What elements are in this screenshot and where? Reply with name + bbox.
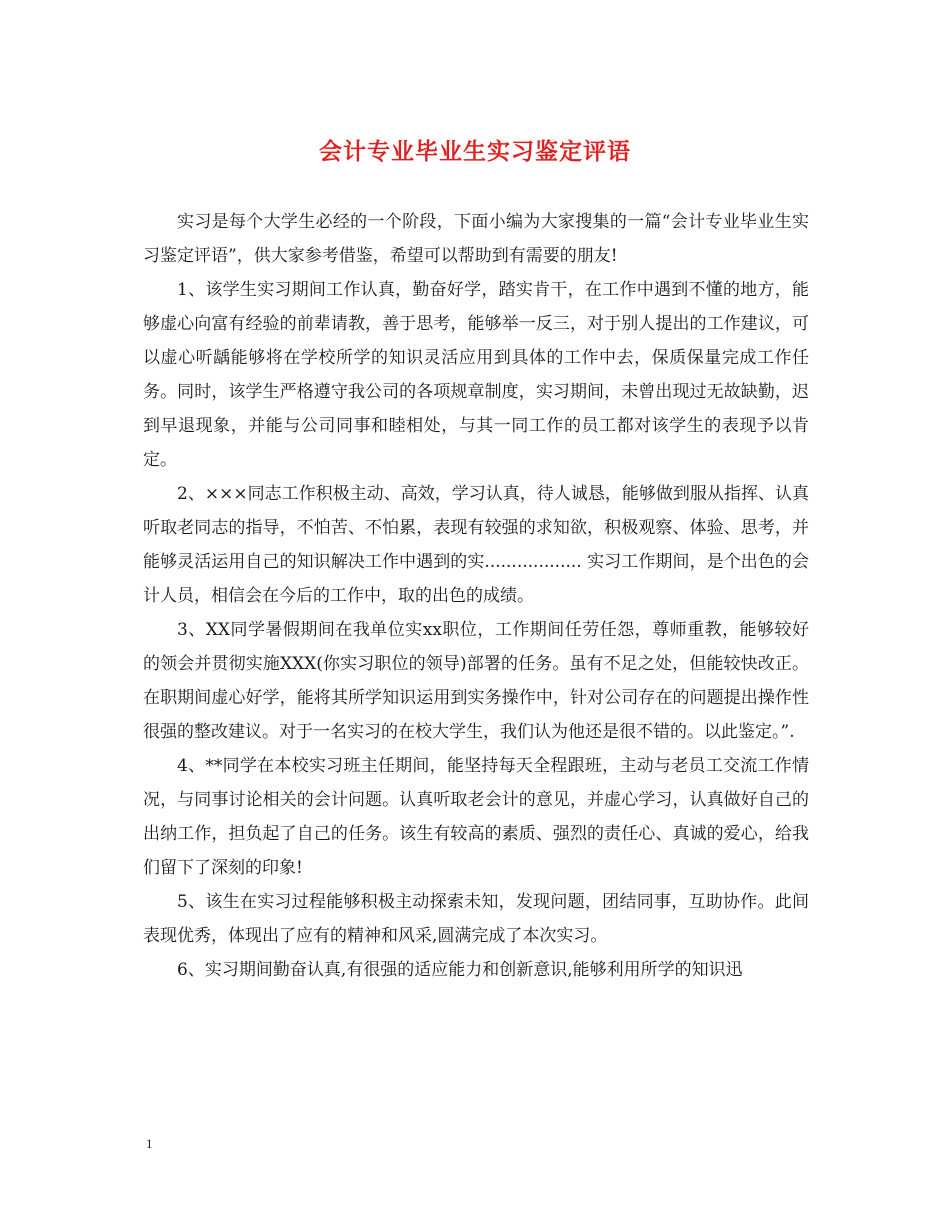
- comment-paragraph-3: 3、XX同学暑假期间在我单位实xx职位，工作期间任劳任怨，尊师重教，能够较好的领会并贯彻实施XXX(你实习职位的领导)部署的任务。虽有不足之处，但能较快改正。在职期间虚心好学，能将其所学知识运用到实务操作中，针对公司存在的问题提出操作性很强的整改建议。对于一名实习的在校大学生，我们认为他还是很不错的。以此鉴定。”.: [143, 620, 809, 742]
- comment-paragraph-4: 4、**同学在本校实习班主任期间，能坚持每天全程跟班，主动与老员工交流工作情况，与同事讨论相关的会计问题。认真听取老会计的意见，并虚心学习，认真做好自己的出纳工作，担负起了自己的任务。该生有较高的素质、强烈的责任心、真诚的爱心，给我们留下了深刻的印象!: [143, 756, 809, 878]
- intro-paragraph: 实习是每个大学生必经的一个阶段，下面小编为大家搜集的一篇“会计专业毕业生实习鉴定评语”，供大家参考借鉴，希望可以帮助到有需要的朋友!: [143, 212, 809, 266]
- comment-paragraph-6: 6、实习期间勤奋认真,有很强的适应能力和创新意识,能够利用所学的知识迅: [177, 960, 743, 980]
- document-title: 会计专业毕业生实习鉴定评语: [319, 139, 631, 165]
- comment-paragraph-5: 5、该生在实习过程能够积极主动探索未知，发现问题，团结同事，互助协作。此间表现优秀，体现出了应有的精神和风采,圆满完成了本次实习。: [143, 892, 809, 946]
- page-number: 1: [146, 1136, 153, 1151]
- comment-paragraph-2: 2、×××同志工作积极主动、高效，学习认真，待人诚恳，能够做到服从指挥、认真听取老同志的指导，不怕苦、不怕累，表现有较强的求知欲，积极观察、体验、思考，并能够灵活运用自己的知识解决工作中遇到的实.................. 实习工作期间，是个出色的会计人员，相信会在今后的工作中，取的出色的成绩。: [143, 484, 809, 606]
- document-body: [143, 205, 809, 987]
- comment-paragraph-1: 1、该学生实习期间工作认真，勤奋好学，踏实肯干，在工作中遇到不懂的地方，能够虚心向富有经验的前辈请教，善于思考，能够举一反三，对于别人提出的工作建议，可以虚心听龋能够将在学校所学的知识灵活应用到具体的工作中去，保质保量完成工作任务。同时，该学生严格遵守我公司的各项规章制度，实习期间，未曾出现过无故缺勤，迟到早退现象，并能与公司同事和睦相处，与其一同工作的员工都对该学生的表现予以肯定。: [143, 280, 809, 470]
